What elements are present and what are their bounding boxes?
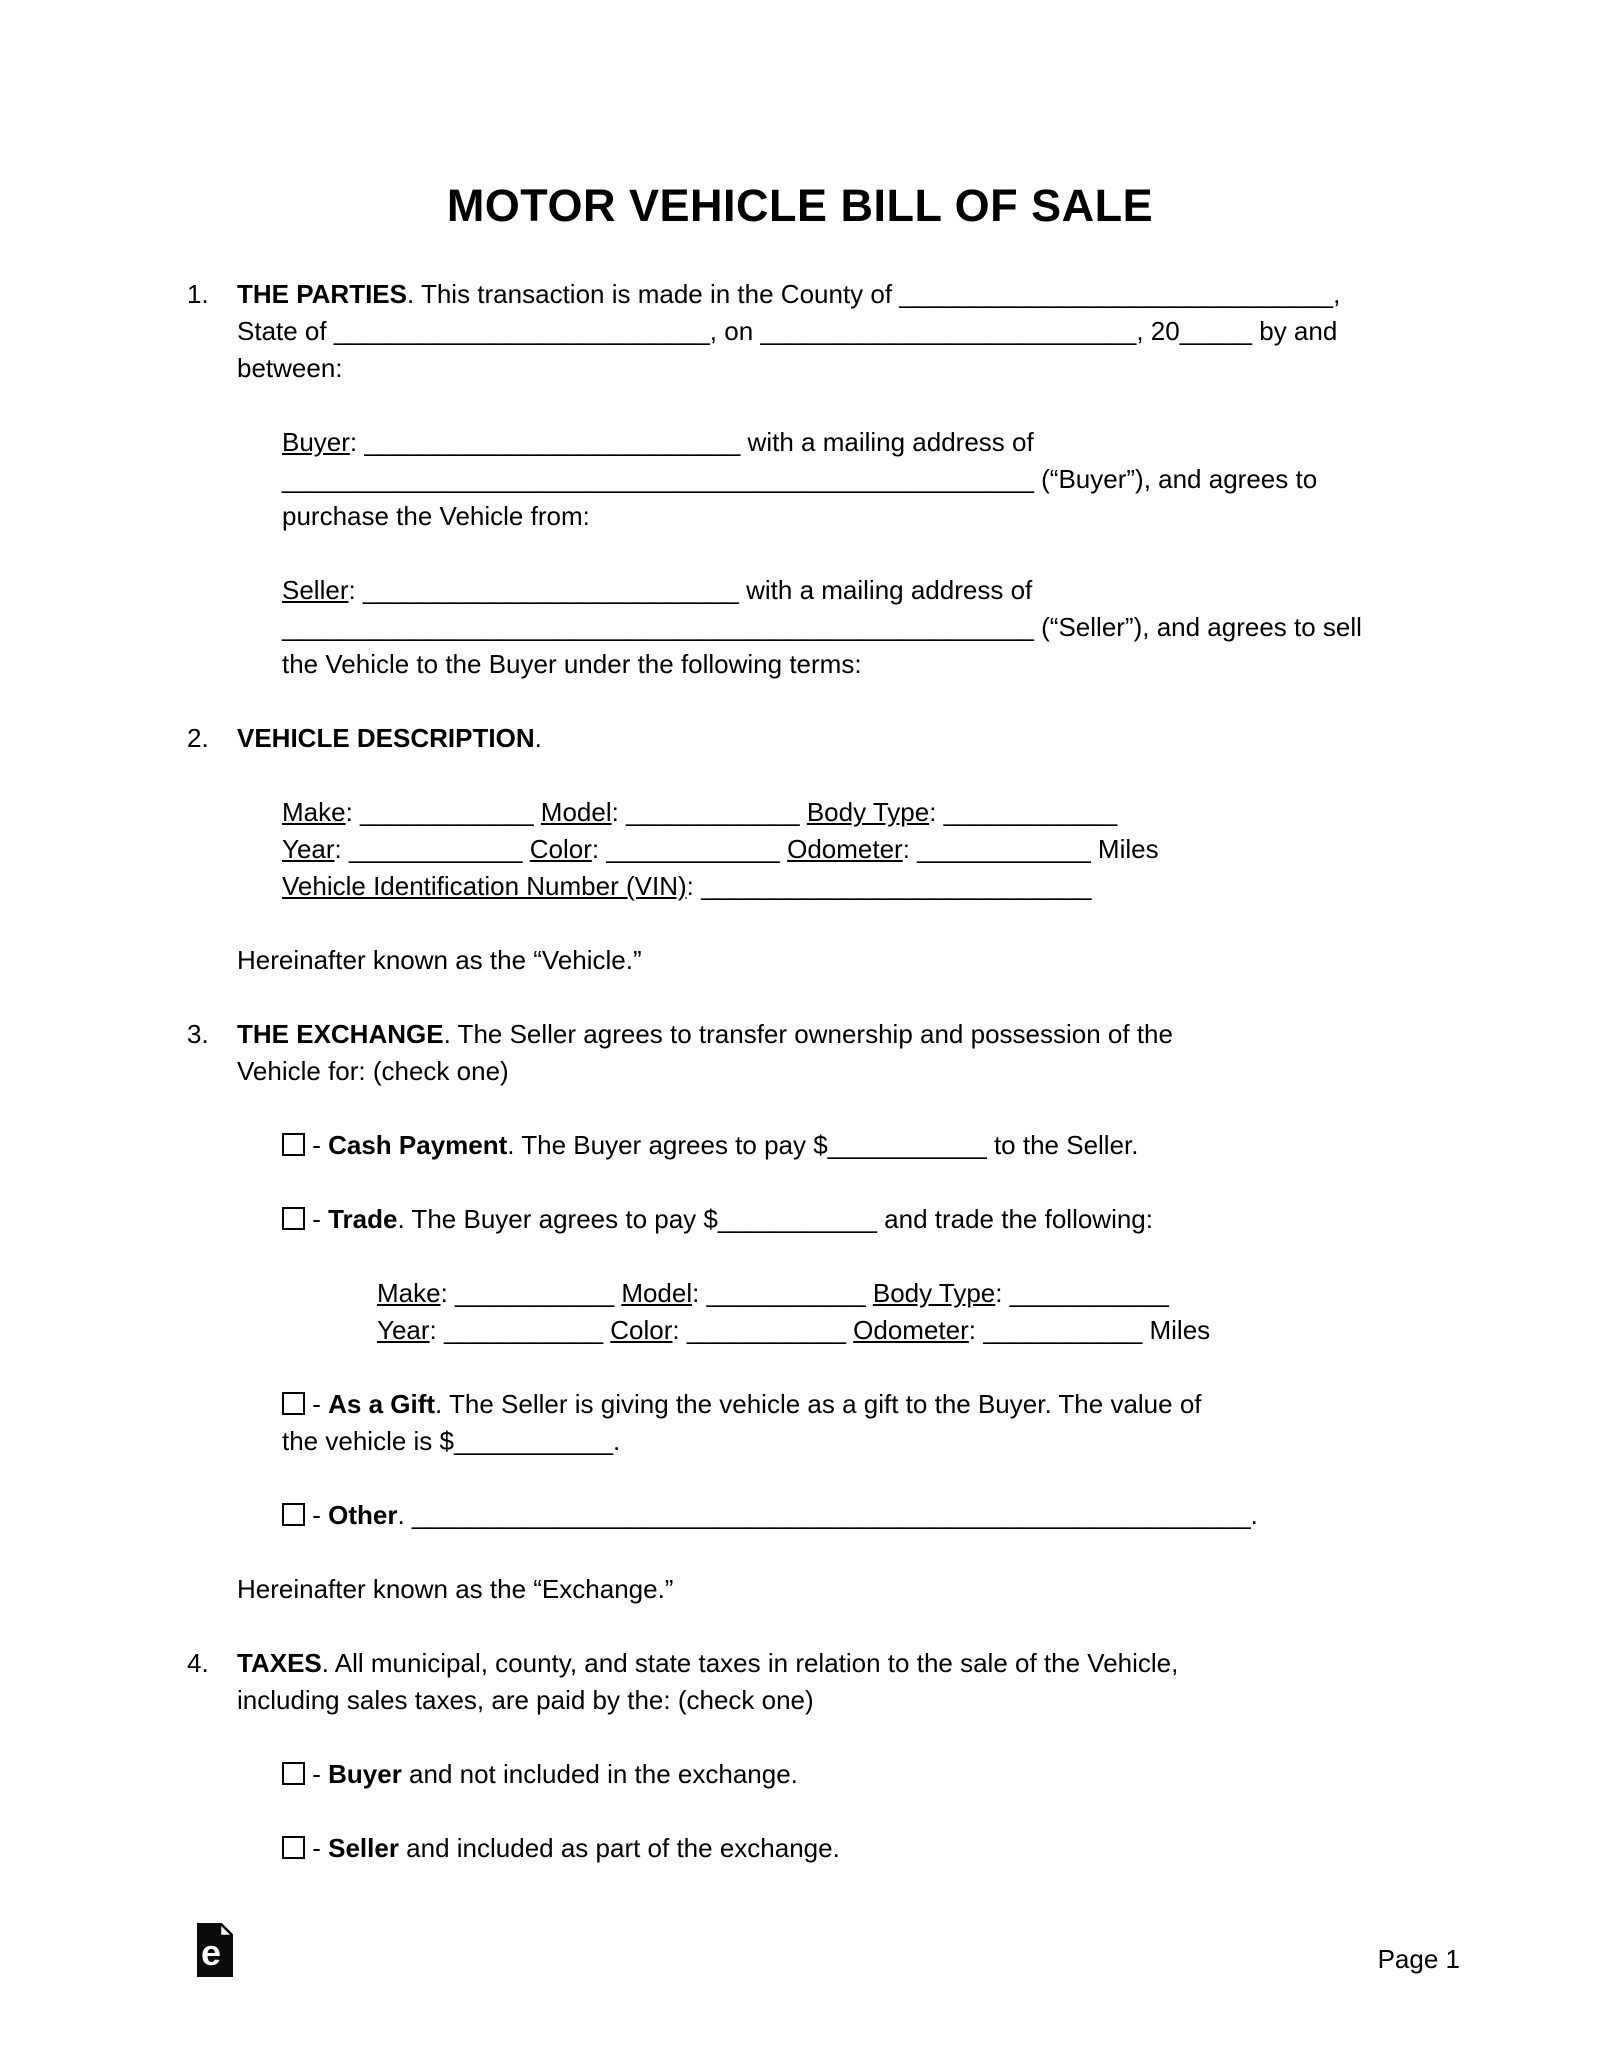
vin-blank[interactable]: : ___________________________ <box>686 871 1092 901</box>
section-3-number: 3. <box>187 1019 209 1049</box>
gift-text-line2[interactable]: the vehicle is $___________. <box>282 1426 621 1456</box>
trade-color-label: Color <box>610 1315 673 1345</box>
section-2-heading: VEHICLE DESCRIPTION <box>237 723 535 753</box>
body-type-blank[interactable]: : ____________ <box>929 797 1118 827</box>
buyer-line1[interactable]: : __________________________ with a mailing address of <box>349 427 1034 457</box>
vehicle-description-fields <box>0 794 1600 905</box>
gift-text-line1: . The Seller is giving the vehicle as a gift to the Buyer. The value of <box>435 1389 1202 1419</box>
eforms-logo-icon <box>197 1923 233 1977</box>
trade-make-label: Make <box>377 1278 441 1308</box>
section-1-intro <box>0 276 1600 387</box>
model-blank[interactable]: : ____________ <box>611 797 807 827</box>
seller-line2[interactable]: ____________________________________________________ (“Seller”), and agrees to sell <box>282 612 1362 642</box>
other-text[interactable]: . __________________________________________________________. <box>397 1500 1258 1530</box>
trade-label: Trade <box>328 1204 398 1234</box>
buyer-line2[interactable]: ____________________________________________________ (“Buyer”), and agrees to <box>282 464 1318 494</box>
taxes-buyer-option <box>0 1756 1600 1793</box>
section-3-heading: THE EXCHANGE <box>237 1019 444 1049</box>
section-2-heading-period: . <box>534 723 542 753</box>
taxes-seller-dash: - <box>305 1833 329 1863</box>
trade-year-blank[interactable]: : ___________ <box>429 1315 611 1345</box>
trade-body-type-label: Body Type <box>872 1278 996 1308</box>
section-4-number: 4. <box>187 1648 209 1678</box>
trade-text[interactable]: . The Buyer agrees to pay $___________ and trade the following: <box>397 1204 1153 1234</box>
trade-model-blank[interactable]: : ___________ <box>692 1278 873 1308</box>
trade-checkbox-icon[interactable] <box>282 1207 305 1230</box>
make-blank[interactable]: : ____________ <box>345 797 541 827</box>
trade-model-label: Model <box>621 1278 693 1308</box>
taxes-seller-label: Seller <box>328 1833 399 1863</box>
trade-body-type-blank[interactable]: : ___________ <box>995 1278 1169 1308</box>
taxes-seller-text: and included as part of the exchange. <box>398 1833 840 1863</box>
taxes-seller-checkbox-icon[interactable] <box>282 1836 305 1859</box>
gift-dash: - <box>305 1389 329 1419</box>
other-dash: - <box>305 1500 329 1530</box>
make-label: Make <box>282 797 346 827</box>
section-1-intro-line1: . This transaction is made in the County of ______________________________, <box>406 279 1341 309</box>
section-4-intro-line2: including sales taxes, are paid by the: (check one) <box>237 1685 814 1715</box>
buyer-label: Buyer <box>282 427 350 457</box>
taxes-buyer-text: and not included in the exchange. <box>401 1759 798 1789</box>
miles-suffix: Miles <box>1097 834 1159 864</box>
taxes-buyer-label: Buyer <box>328 1759 402 1789</box>
section-2-number: 2. <box>187 723 209 753</box>
cash-payment-label: Cash Payment <box>328 1130 508 1160</box>
gift-checkbox-icon[interactable] <box>282 1392 305 1415</box>
cash-payment-option <box>0 1127 1600 1164</box>
gift-label: As a Gift <box>328 1389 436 1419</box>
seller-line3: the Vehicle to the Buyer under the following terms: <box>282 649 862 679</box>
trade-option <box>0 1201 1600 1238</box>
section-2-heading-row <box>0 720 1600 757</box>
hereinafter-vehicle: Hereinafter known as the “Vehicle.” <box>237 945 642 975</box>
section-1-intro-line3: between: <box>237 353 343 383</box>
year-blank[interactable]: : ____________ <box>334 834 530 864</box>
seller-label: Seller <box>282 575 349 605</box>
page-title: MOTOR VEHICLE BILL OF SALE <box>446 180 1154 231</box>
color-label: Color <box>529 834 592 864</box>
year-label: Year <box>282 834 335 864</box>
color-blank[interactable]: : ____________ <box>591 834 788 864</box>
other-option <box>0 1497 1600 1534</box>
odometer-blank[interactable]: : ____________ <box>902 834 1098 864</box>
vin-label: Vehicle Identification Number (VIN) <box>282 871 687 901</box>
section-1-heading: THE PARTIES <box>237 279 407 309</box>
eforms-logo-letter: e <box>201 1932 222 1973</box>
trade-odometer-label: Odometer <box>853 1315 969 1345</box>
trade-color-blank[interactable]: : ___________ <box>672 1315 854 1345</box>
section-3-intro-line2: Vehicle for: (check one) <box>237 1056 509 1086</box>
page-number: Page 1 <box>1377 1944 1460 1974</box>
body-type-label: Body Type <box>806 797 930 827</box>
section-4-heading: TAXES <box>237 1648 322 1678</box>
taxes-buyer-checkbox-icon[interactable] <box>282 1762 305 1785</box>
trade-make-blank[interactable]: : ___________ <box>440 1278 622 1308</box>
cash-payment-text[interactable]: . The Buyer agrees to pay $___________ to the Seller. <box>507 1130 1139 1160</box>
trade-odometer-blank[interactable]: : ___________ <box>968 1315 1150 1345</box>
cash-dash: - <box>305 1130 329 1160</box>
trade-dash: - <box>305 1204 329 1234</box>
section-1-intro-line2: State of __________________________, on __________________________, 20_____ by and <box>237 316 1338 346</box>
section-3-intro-line1: . The Seller agrees to transfer ownership and possession of the <box>443 1019 1173 1049</box>
other-label: Other <box>328 1500 398 1530</box>
section-4-intro <box>0 1645 1600 1719</box>
taxes-buyer-dash: - <box>305 1759 329 1789</box>
section-4-intro-line1: . All municipal, county, and state taxes in relation to the sale of the Vehicle, <box>321 1648 1179 1678</box>
seller-paragraph <box>0 572 1600 683</box>
seller-line1[interactable]: : __________________________ with a mailing address of <box>348 575 1033 605</box>
cash-payment-checkbox-icon[interactable] <box>282 1133 305 1156</box>
odometer-label: Odometer <box>787 834 903 864</box>
buyer-paragraph <box>0 424 1600 535</box>
gift-option <box>0 1386 1600 1460</box>
trade-year-label: Year <box>377 1315 430 1345</box>
section-3-intro <box>0 1016 1600 1090</box>
section-1-number: 1. <box>187 279 209 309</box>
trade-miles-suffix: Miles <box>1149 1315 1211 1345</box>
taxes-seller-option <box>0 1830 1600 1867</box>
trade-vehicle-fields <box>0 1275 1600 1349</box>
other-checkbox-icon[interactable] <box>282 1503 305 1526</box>
model-label: Model <box>540 797 612 827</box>
hereinafter-exchange: Hereinafter known as the “Exchange.” <box>237 1574 674 1604</box>
buyer-line3: purchase the Vehicle from: <box>282 501 590 531</box>
